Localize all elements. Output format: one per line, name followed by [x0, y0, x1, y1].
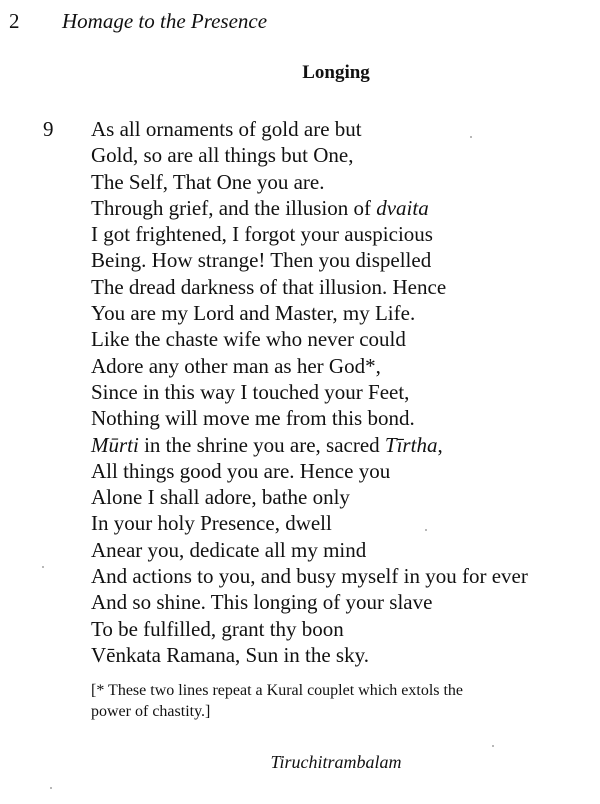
verse-line [91, 247, 528, 273]
verse-line [91, 642, 528, 668]
verse-line [91, 274, 528, 300]
verse-line [91, 616, 528, 642]
verse-line [91, 537, 528, 563]
verse-text: And actions to you, and busy myself in you for ever [91, 564, 528, 589]
section-title: Longing [302, 62, 370, 83]
verse-text: I got frightened, I forgot your auspicious [91, 222, 433, 247]
footnote-line: power of chastity.] [91, 703, 211, 720]
verse-text: All things good you are. Hence you [91, 458, 391, 483]
verse-line [91, 405, 528, 431]
verse-line [91, 353, 528, 379]
scan-speck [50, 787, 52, 789]
verse-line [91, 326, 528, 352]
verse-italic-term: dvaita [376, 195, 429, 220]
verse-text: The dread darkness of that illusion. Hence [91, 274, 447, 299]
scan-speck [492, 745, 494, 747]
poem-verse [91, 116, 528, 668]
verse-line [91, 484, 528, 510]
running-title: Homage to the Presence [62, 9, 268, 33]
verse-line [91, 589, 528, 615]
verse-italic-term: Mūrti [91, 432, 139, 457]
verse-text: Anear you, dedicate all my mind [91, 537, 367, 562]
footnote [91, 680, 597, 722]
verse-italic-term: Tīrtha [384, 432, 438, 457]
verse-text: Since in this way I touched your Feet, [91, 379, 410, 404]
verse-text: You are my Lord and Master, my Life. [91, 301, 416, 326]
verse-line [91, 432, 528, 458]
scan-speck [42, 566, 44, 568]
verse-text: Adore any other man as her God*, [91, 353, 381, 378]
verse-line [91, 510, 528, 536]
verse-text: Being. How strange! Then you dispelled [91, 248, 432, 273]
verse-text: As all ornaments of gold are but [91, 117, 362, 141]
scan-speck [425, 529, 427, 531]
verse-text: , [437, 432, 443, 457]
verse-text: Nothing will move me from this bond. [91, 406, 415, 431]
page-number: 2 [9, 9, 20, 33]
verse-line [91, 458, 528, 484]
scan-speck [470, 136, 472, 138]
verse-text: Through grief, and the illusion of [91, 195, 377, 220]
verse-text: Vēnkata Ramana, Sun in the sky. [91, 642, 369, 667]
colophon: Tiruchitrambalam [270, 752, 402, 772]
verse-text: The Self, That One you are. [91, 169, 325, 194]
verse-text: Alone I shall adore, bathe only [91, 485, 350, 510]
verse-line [91, 300, 528, 326]
verse-line [91, 379, 528, 405]
verse-text: And so shine. This longing of your slave [91, 590, 433, 615]
footnote-line: [* These two lines repeat a Kural couplet which extols the [91, 682, 464, 699]
verse-text: Gold, so are all things but One, [91, 143, 354, 168]
verse-line [91, 142, 528, 168]
verse-line [91, 195, 528, 221]
verse-text: In your holy Presence, dwell [91, 511, 332, 536]
verse-number: 9 [43, 117, 54, 141]
verse-text: in the shrine you are, sacred [138, 432, 385, 457]
verse-line [91, 563, 528, 589]
verse-line [91, 169, 528, 195]
verse-text: To be fulfilled, grant thy boon [91, 616, 344, 641]
verse-line [91, 221, 528, 247]
verse-text: Like the chaste wife who never could [91, 327, 406, 352]
verse-line [91, 116, 528, 142]
